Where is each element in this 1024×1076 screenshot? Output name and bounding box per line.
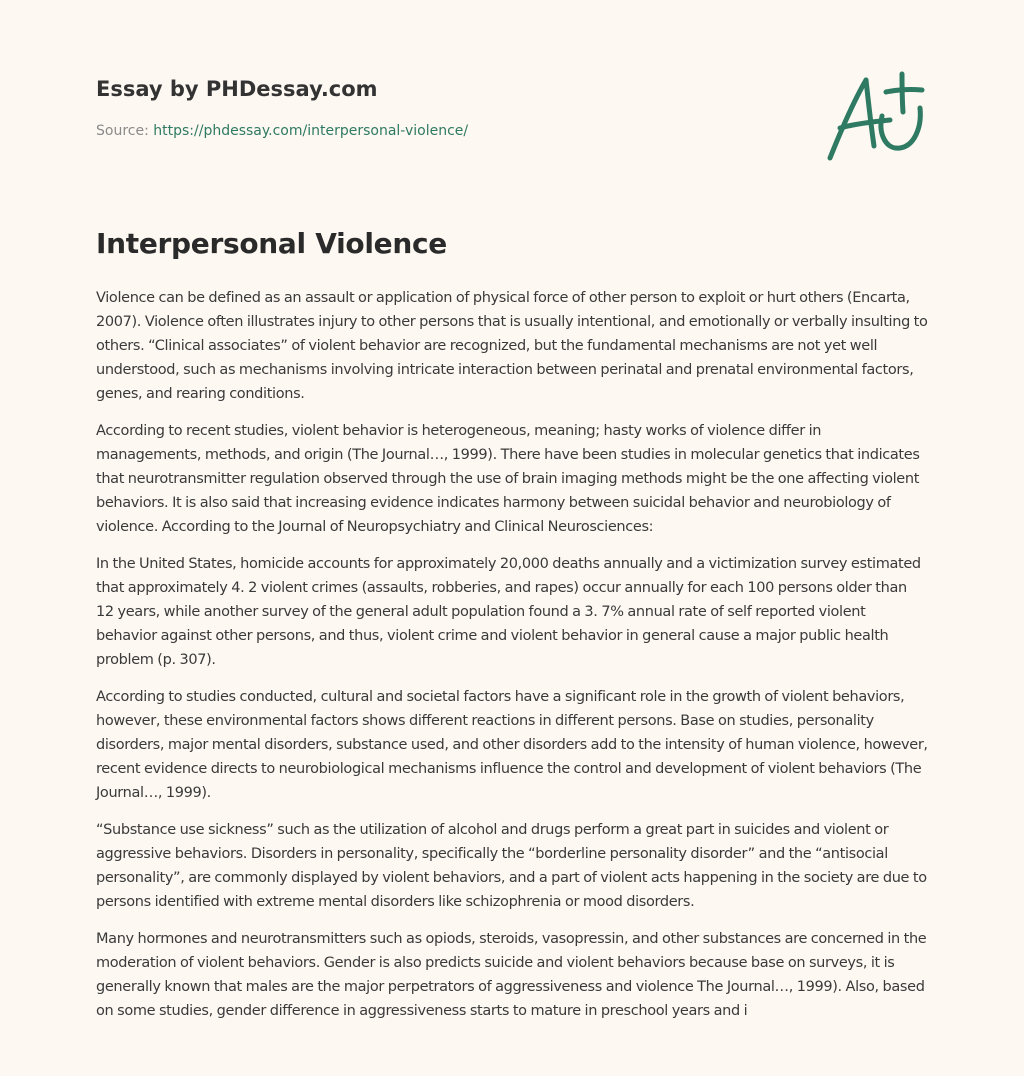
source-label: Source: [96,123,149,139]
essay-body [96,286,928,1036]
essay-header [96,74,928,139]
essay-paragraph: Violence can be defined as an assault or application of physical force of other person to exploit or hurt others (Encarta, 2007). Violence often illustrates injury to other persons that is usually intentional, and emotionally or verbally insulting to others. “Clinical associates” of violent behavior are recognized, but the fundamental mechanisms are not yet well understood, such as mechanisms involving intricate interaction between perinatal and prenatal environmental factors, genes, and rearing conditions. [96,290,928,402]
source-line [96,123,468,139]
essay-paragraph: In the United States, homicide accounts for approximately 20,000 deaths annually and a victimization survey estimated that approximately 4. 2 violent crimes (assaults, robberies, and rapes) occur annually for each 100 persons older than 12 years, while another survey of the general adult population found a 3. 7% annual rate of self reported violent behavior against other persons, and thus, violent crime and violent behavior in general cause a major public health problem (p. 307). [96,556,921,668]
source-link[interactable]: https://phdessay.com/interpersonal-violence/ [153,123,469,139]
a-plus-logo-icon [820,68,930,164]
essay-paragraph: According to recent studies, violent behavior is heterogeneous, meaning; hasty works of violence differ in managements, methods, and origin (The Journal…, 1999). There have been studies in molecular genetics that indicates that neurotransmitter regulation observed through the use of brain imaging methods might be the one affecting violent behaviors. It is also said that increasing evidence indicates harmony between suicidal behavior and neurobiology of violence. According to the Journal of Neuropsychiatry and Clinical Neurosciences: [96,423,920,535]
essay-paragraph: According to studies conducted, cultural and societal factors have a significant role in the growth of violent behaviors, however, these environmental factors shows different reactions in different persons. Base on studies, personality disorders, major mental disorders, substance used, and other disorders add to the intensity of human violence, however, recent evidence directs to neurobiological mechanisms influence the control and development of violent behaviors (The Journal…, 1999). [96,689,928,801]
essay-paragraph: “Substance use sickness” such as the utilization of alcohol and drugs perform a great part in suicides and violent or aggressive behaviors. Disorders in personality, specifically the “borderline personality disorder” and the “antisocial personality”, are commonly displayed by violent behaviors, and a part of violent acts happening in the society are due to persons identified with extreme mental disorders like schizophrenia or mood disorders. [96,822,927,910]
essay-title: Interpersonal Violence [96,227,447,260]
essay-paragraph: Many hormones and neurotransmitters such as opiods, steroids, vasopressin, and other substances are concerned in the moderation of violent behaviors. Gender is also predicts suicide and violent behaviors because base on surveys, it is generally known that males are the major perpetrators of aggressiveness and violence The Journal…, 1999). Also, based on some studies, gender difference in aggressiveness starts to mature in preschool years and i [96,931,927,1019]
brand-title: Essay by PHDessay.com [96,77,378,101]
